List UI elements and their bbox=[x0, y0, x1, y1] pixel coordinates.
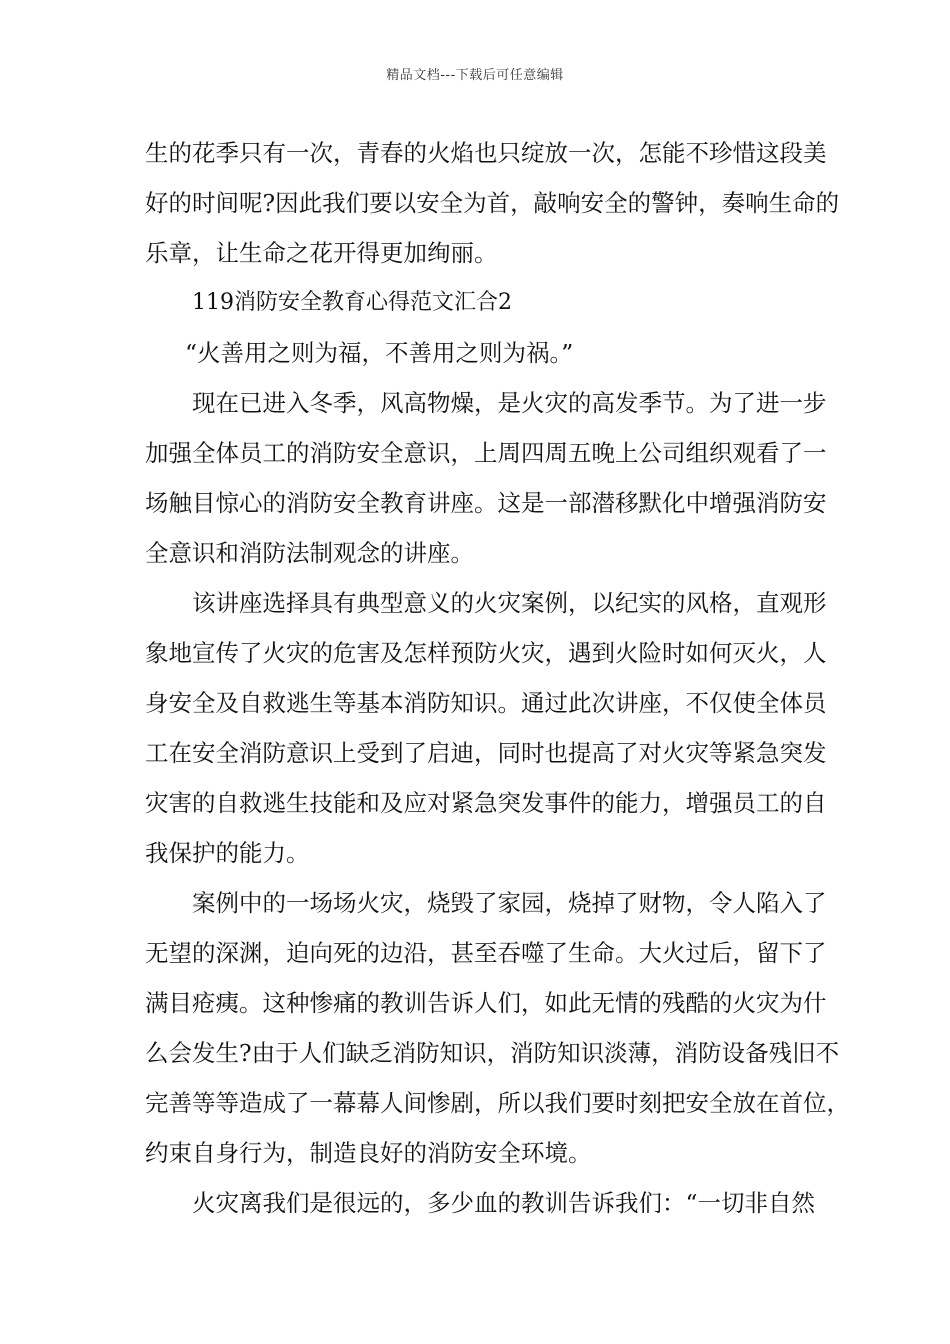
section-title: 119消防安全教育心得范文汇合2 bbox=[192, 290, 512, 315]
paragraph-line: 约束自身行为，制造良好的消防安全环境。 bbox=[145, 1139, 592, 1167]
paragraph-line: 身安全及自救逃生等基本消防知识。通过此次讲座，不仅使全体员 bbox=[145, 689, 827, 717]
paragraph-line: 满目疮痍。这种惨痛的教训告诉人们，如此无情的残酷的火灾为什 bbox=[145, 989, 827, 1017]
paragraph-line: 好的时间呢?因此我们要以安全为首，敲响安全的警钟，奏响生命的 bbox=[145, 189, 840, 217]
paragraph-line: 场触目惊心的消防安全教育讲座。这是一部潜移默化中增强消防安 bbox=[145, 489, 827, 517]
paragraph-line: 该讲座选择具有典型意义的火灾案例，以纪实的风格，直观形 bbox=[192, 589, 827, 617]
document-body bbox=[145, 128, 850, 1228]
paragraph-line: 无望的深渊，迫向死的边沿，甚至吞噬了生命。大火过后，留下了 bbox=[145, 939, 827, 967]
page-header: 精品文档---下载后可任意编辑 bbox=[386, 68, 564, 83]
paragraph-line: 生的花季只有一次，青春的火焰也只绽放一次，怎能不珍惜这段美 bbox=[145, 139, 827, 167]
paragraph-line: 完善等等造成了一幕幕人间惨剧，所以我们要时刻把安全放在首位， bbox=[145, 1089, 850, 1117]
paragraph-line: 象地宣传了火灾的危害及怎样预防火灾，遇到火险时如何灭火，人 bbox=[145, 639, 827, 667]
paragraph-line: 我保护的能力。 bbox=[145, 839, 310, 867]
paragraph-line: 加强全体员工的消防安全意识，上周四周五晚上公司组织观看了一 bbox=[145, 439, 827, 467]
quote-line: “火善用之则为福，不善用之则为祸。” bbox=[185, 339, 574, 367]
paragraph-line: 现在已进入冬季，风高物燥，是火灾的高发季节。为了进一步 bbox=[192, 389, 827, 417]
paragraph-line: 灾害的自救逃生技能和及应对紧急突发事件的能力，增强员工的自 bbox=[145, 789, 827, 817]
paragraph-line: 火灾离我们是很远的，多少血的教训告诉我们：“一切非自然 bbox=[192, 1189, 816, 1217]
paragraph-line: 全意识和消防法制观念的讲座。 bbox=[145, 539, 474, 567]
paragraph-line: 乐章，让生命之花开得更加绚丽。 bbox=[145, 239, 498, 267]
paragraph-line: 工在安全消防意识上受到了启迪，同时也提高了对火灾等紧急突发 bbox=[145, 739, 827, 767]
paragraph-line: 案例中的一场场火灾，烧毁了家园，烧掉了财物，令人陷入了 bbox=[192, 889, 827, 917]
paragraph-line: 么会发生?由于人们缺乏消防知识，消防知识淡薄，消防设备残旧不 bbox=[145, 1039, 840, 1067]
